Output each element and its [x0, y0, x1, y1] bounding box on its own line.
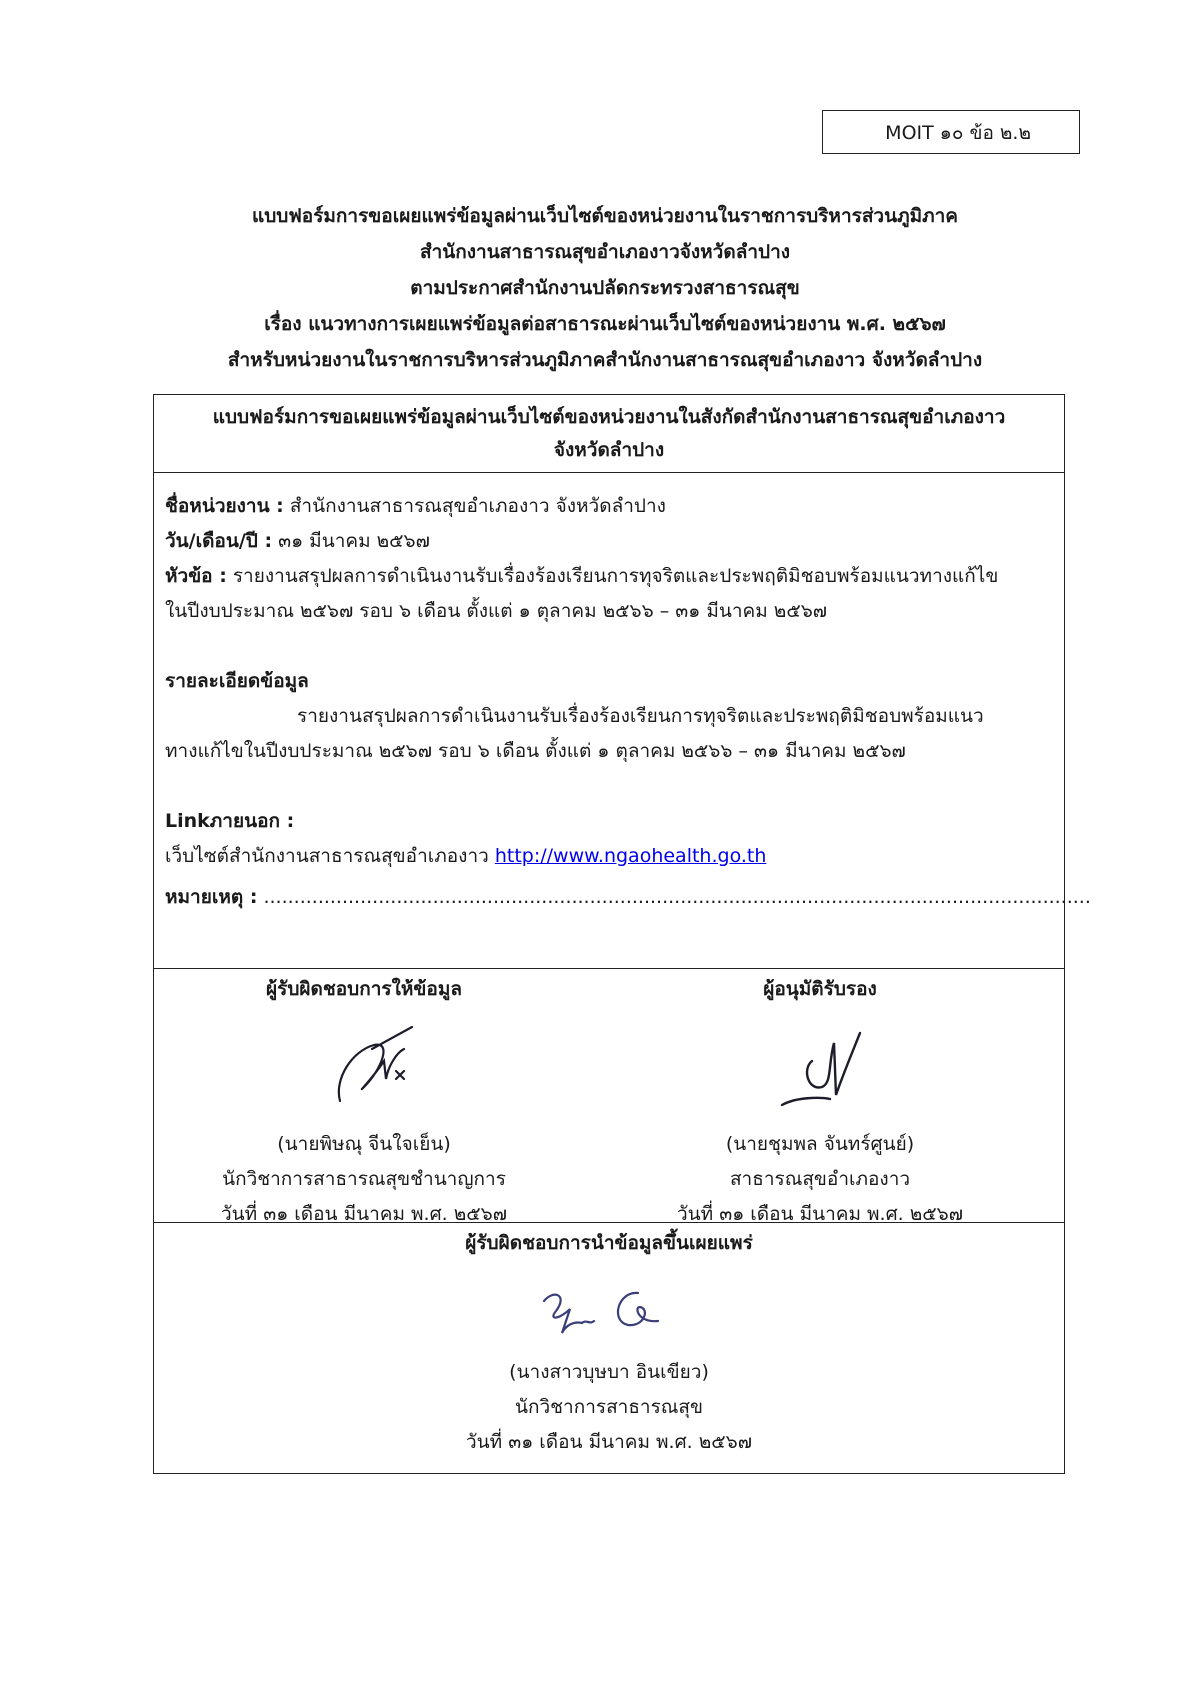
date-label: วัน/เดือน/ปี : [165, 530, 273, 552]
form-title-section [154, 395, 1064, 473]
signature-section [154, 969, 1064, 1223]
topic-row [165, 559, 1054, 594]
approver-signature [610, 1009, 1030, 1127]
document-header [120, 198, 1090, 378]
provider-position: นักวิชาการสาธารณสุขชำนาญการ [222, 1168, 506, 1190]
approver-signature-icon [772, 1013, 882, 1123]
publisher-signature [154, 1263, 1064, 1355]
link-prefix: เว็บไซต์สำนักงานสาธารณสุขอำเภองาว [165, 845, 495, 867]
header-line-3: ตามประกาศสำนักงานปลัดกระทรวงสาธารณสุข [410, 277, 800, 299]
topic-label: หัวข้อ : [165, 565, 227, 587]
publisher-position: นักวิชาการสาธารณสุข [514, 1396, 704, 1418]
external-link-row [165, 839, 1054, 874]
approver-block [610, 969, 1030, 1232]
header-line-4: เรื่อง แนวทางการเผยแพร่ข้อมูลต่อสาธารณะผ่านเว็บไซต์ของหน่วยงาน พ.ศ. ๒๕๖๗ [264, 313, 946, 335]
publisher-date: วันที่ ๓๑ เดือน มีนาคม พ.ศ. ๒๕๖๗ [466, 1431, 752, 1453]
approver-name: (นายชุมพล จันทร์ศูนย์) [725, 1133, 915, 1155]
provider-name: (นายพิษณุ จีนใจเย็น) [277, 1133, 451, 1155]
approver-date: วันที่ ๓๑ เดือน มีนาคม พ.ศ. ๒๕๖๗ [677, 1203, 963, 1225]
provider-block [154, 969, 574, 1232]
header-line-5: สำหรับหน่วยงานในราชการบริหารส่วนภูมิภาคสำนักงานสาธารณสุขอำเภองาว จังหวัดลำปาง [227, 349, 983, 371]
form-title-line-1: แบบฟอร์มการขอเผยแพร่ข้อมูลผ่านเว็บไซต์ของหน่วยงานในสังกัดสำนักงานสาธารณสุขอำเภองาว [212, 406, 1006, 428]
unit-label: ชื่อหน่วยงาน : [165, 495, 284, 517]
provider-signature [154, 1009, 574, 1127]
publisher-heading: ผู้รับผิดชอบการนำข้อมูลขึ้นเผยแพร่ [465, 1232, 753, 1254]
approver-heading: ผู้อนุมัติรับรอง [763, 978, 877, 1000]
publisher-name: (นางสาวบุษบา อินเขียว) [509, 1361, 709, 1383]
note-row [165, 880, 1091, 915]
note-dots: ......................................................................................................................................... [257, 886, 1091, 908]
external-link-label: Linkภายนอก : [165, 810, 295, 832]
date-value: ๓๑ มีนาคม ๒๕๖๗ [272, 530, 430, 552]
date-row [165, 524, 1054, 559]
detail-label: รายละเอียดข้อมูล [165, 670, 309, 692]
unit-row [165, 489, 1054, 524]
unit-value: สำนักงานสาธารณสุขอำเภองาว จังหวัดลำปาง [283, 495, 666, 517]
provider-date: วันที่ ๓๑ เดือน มีนาคม พ.ศ. ๒๕๖๗ [221, 1203, 507, 1225]
provider-signature-icon [312, 1009, 432, 1119]
header-line-2: สำนักงานสาธารณสุขอำเภองาวจังหวัดลำปาง [419, 241, 791, 263]
provider-heading: ผู้รับผิดชอบการให้ข้อมูล [266, 978, 462, 1000]
form-info-section [154, 473, 1091, 969]
topic-value: รายงานสรุปผลการดำเนินงานรับเรื่องร้องเรียนการทุจริตและประพฤติมิชอบพร้อมแนวทางแก้ไข [226, 565, 999, 587]
detail-line-1: รายงานสรุปผลการดำเนินงานรับเรื่องร้องเรียนการทุจริตและประพฤติมิชอบพร้อมแนว [297, 705, 984, 727]
form-title-line-2: จังหวัดลำปาง [553, 439, 665, 461]
publisher-section [154, 1223, 1064, 1473]
note-label: หมายเหตุ : [165, 886, 258, 908]
detail-line-2: ทางแก้ไขในปีงบประมาณ ๒๕๖๗ รอบ ๖ เดือน ตั้งแต่ ๑ ตุลาคม ๒๕๖๖ – ๓๑ มีนาคม ๒๕๖๗ [165, 740, 906, 762]
header-line-1: แบบฟอร์มการขอเผยแพร่ข้อมูลผ่านเว็บไซต์ของหน่วยงานในราชการบริหารส่วนภูมิภาค [251, 205, 959, 227]
website-link[interactable]: http://www.ngaohealth.go.th [494, 845, 767, 867]
approver-position: สาธารณสุขอำเภองาว [729, 1168, 911, 1190]
document-code-box: MOIT ๑๐ ข้อ ๒.๒ [822, 110, 1080, 154]
publisher-signature-icon [534, 1281, 684, 1361]
topic-row-continued: ในปีงบประมาณ ๒๕๖๗ รอบ ๖ เดือน ตั้งแต่ ๑ ตุลาคม ๒๕๖๖ – ๓๑ มีนาคม ๒๕๖๗ [165, 600, 828, 622]
request-form-table [153, 394, 1091, 1474]
